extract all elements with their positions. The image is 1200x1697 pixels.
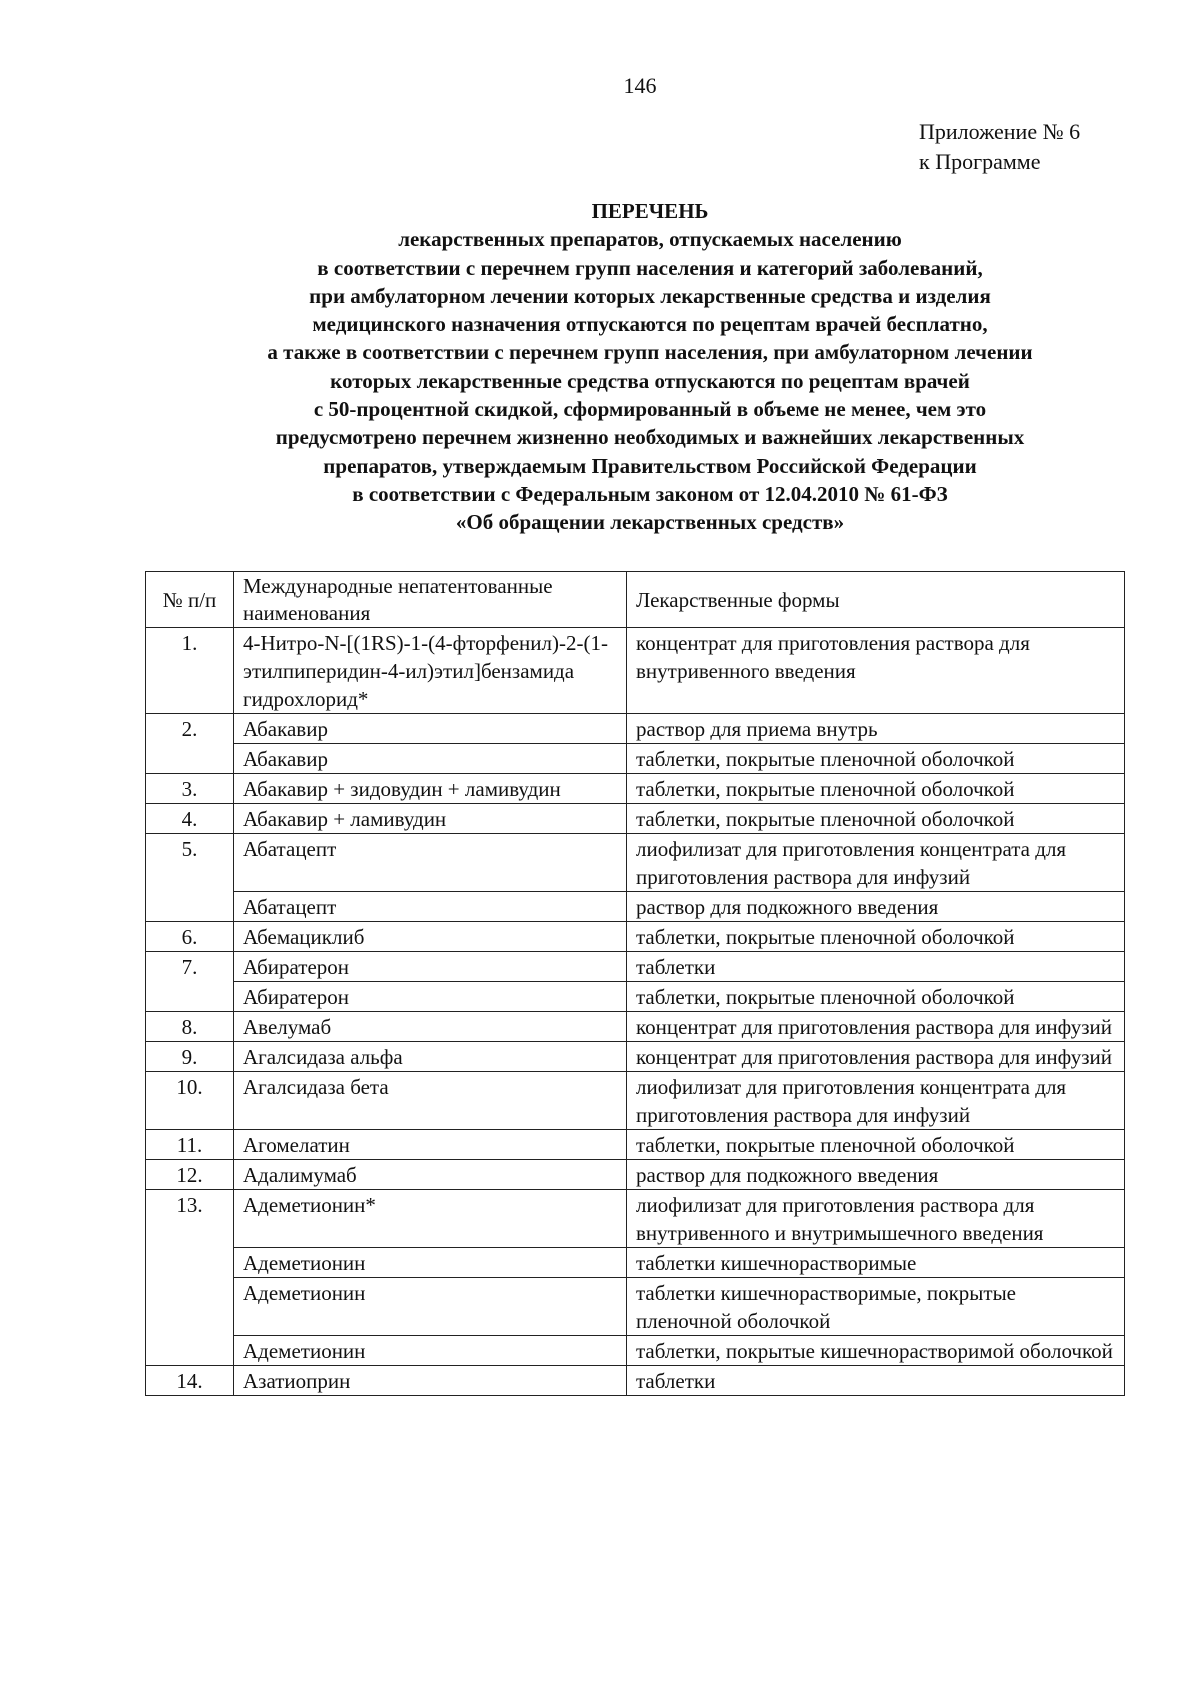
dosage-form: раствор для подкожного введения [627, 892, 1125, 922]
drug-name: Абакавир [234, 714, 627, 744]
dosage-form: лиофилизат для приготовления концентрата для приготовления раствора для инфузий [627, 1072, 1125, 1130]
drug-name: 4-Нитро-N-[(1RS)-1-(4-фторфенил)-2-(1-этилпиперидин-4-ил)этил]бензамида гидрохлорид* [234, 628, 627, 714]
drug-name: Абакавир + зидовудин + ламивудин [234, 774, 627, 804]
table-header-row [146, 572, 1125, 628]
drug-name: Адеметионин [234, 1336, 627, 1366]
drug-name: Абатацепт [234, 834, 627, 892]
dosage-form: таблетки, покрытые пленочной оболочкой [627, 774, 1125, 804]
dosage-form: таблетки, покрытые пленочной оболочкой [627, 922, 1125, 952]
drug-list-table [145, 571, 1125, 1396]
page-number: 146 [623, 73, 657, 98]
header-number: № п/п [146, 572, 234, 628]
drug-name: Агалсидаза альфа [234, 1042, 627, 1072]
table-row [146, 744, 1125, 774]
title-line: которых лекарственные средства отпускаются по рецептам врачей [330, 368, 970, 393]
dosage-form: таблетки [627, 1366, 1125, 1396]
dosage-form: таблетки, покрытые пленочной оболочкой [627, 804, 1125, 834]
table-row [146, 982, 1125, 1012]
annex-line: к Программе [919, 149, 1041, 174]
drug-name: Агалсидаза бета [234, 1072, 627, 1130]
table-body [146, 628, 1125, 1396]
table-row [146, 804, 1125, 834]
title-line: лекарственных препаратов, отпускаемых населению [398, 227, 902, 252]
drug-name: Абакавир + ламивудин [234, 804, 627, 834]
dosage-form: таблетки, покрытые пленочной оболочкой [627, 1130, 1125, 1160]
drug-name: Абиратерон [234, 982, 627, 1012]
title-line: медицинского назначения отпускаются по рецептам врачей бесплатно, [312, 312, 988, 337]
title-line: препаратов, утверждаемым Правительством Российской Федерации [323, 453, 977, 478]
row-number: 3. [146, 774, 234, 804]
title-line: в соответствии с перечнем групп населения и категорий заболеваний, [317, 255, 983, 280]
row-number: 9. [146, 1042, 234, 1072]
row-number: 6. [146, 922, 234, 952]
drug-name: Абемациклиб [234, 922, 627, 952]
row-number: 8. [146, 1012, 234, 1042]
row-number: 12. [146, 1160, 234, 1190]
dosage-form: лиофилизат для приготовления концентрата для приготовления раствора для инфузий [627, 834, 1125, 892]
drug-name: Абатацепт [234, 892, 627, 922]
annex-reference [919, 117, 1080, 177]
dosage-form: таблетки, покрытые пленочной оболочкой [627, 744, 1125, 774]
table-row [146, 922, 1125, 952]
table-row [146, 1160, 1125, 1190]
dosage-form: таблетки кишечнорастворимые, покрытые пленочной оболочкой [627, 1278, 1125, 1336]
dosage-form: таблетки, покрытые кишечнорастворимой оболочкой [627, 1336, 1125, 1366]
title-line: при амбулаторном лечении которых лекарственные средства и изделия [309, 283, 991, 308]
table-row [146, 834, 1125, 892]
dosage-form: концентрат для приготовления раствора для инфузий [627, 1012, 1125, 1042]
dosage-form: таблетки кишечнорастворимые [627, 1248, 1125, 1278]
title-line: предусмотрено перечнем жизненно необходимых и важнейших лекарственных [275, 425, 1025, 450]
title-line: а также в соответствии с перечнем групп населения, при амбулаторном лечении [267, 340, 1033, 365]
row-number: 1. [146, 628, 234, 714]
dosage-form: раствор для подкожного введения [627, 1160, 1125, 1190]
table-row [146, 892, 1125, 922]
row-number: 5. [146, 834, 234, 922]
row-number: 10. [146, 1072, 234, 1130]
title-heading: ПЕРЕЧЕНЬ [591, 199, 709, 223]
title-line: «Об обращении лекарственных средств» [455, 510, 845, 535]
row-number: 4. [146, 804, 234, 834]
drug-name: Адеметионин* [234, 1190, 627, 1248]
title-line: с 50-процентной скидкой, сформированный в объеме не менее, чем это [313, 397, 987, 422]
table-row [146, 774, 1125, 804]
header-inn: Международные непатентованные наименования [234, 572, 627, 628]
document-title [150, 197, 1150, 537]
table-row [146, 714, 1125, 744]
header-dosage-form: Лекарственные формы [627, 572, 1125, 628]
drug-name: Абакавир [234, 744, 627, 774]
dosage-form: лиофилизат для приготовления раствора для внутривенного и внутримышечного введения [627, 1190, 1125, 1248]
row-number: 11. [146, 1130, 234, 1160]
table-row [146, 952, 1125, 982]
table-row [146, 1012, 1125, 1042]
drug-name: Адеметионин [234, 1248, 627, 1278]
table-row [146, 1336, 1125, 1366]
dosage-form: концентрат для приготовления раствора для инфузий [627, 1042, 1125, 1072]
drug-name: Агомелатин [234, 1130, 627, 1160]
dosage-form: концентрат для приготовления раствора для внутривенного введения [627, 628, 1125, 714]
dosage-form: раствор для приема внутрь [627, 714, 1125, 744]
table-row [146, 1042, 1125, 1072]
table-row [146, 1190, 1125, 1248]
table-row [146, 628, 1125, 714]
drug-name: Адалимумаб [234, 1160, 627, 1190]
table-row [146, 1366, 1125, 1396]
drug-name: Азатиоприн [234, 1366, 627, 1396]
title-line: в соответствии с Федеральным законом от 12.04.2010 № 61-ФЗ [352, 481, 948, 506]
table-row [146, 1130, 1125, 1160]
row-number: 14. [146, 1366, 234, 1396]
drug-name: Адеметионин [234, 1278, 627, 1336]
row-number: 13. [146, 1190, 234, 1366]
table-row [146, 1248, 1125, 1278]
drug-name: Абиратерон [234, 952, 627, 982]
dosage-form: таблетки [627, 952, 1125, 982]
dosage-form: таблетки, покрытые пленочной оболочкой [627, 982, 1125, 1012]
drug-name: Авелумаб [234, 1012, 627, 1042]
row-number: 7. [146, 952, 234, 1012]
annex-line: Приложение № 6 [919, 119, 1081, 144]
table-row [146, 1278, 1125, 1336]
table-row [146, 1072, 1125, 1130]
row-number: 2. [146, 714, 234, 774]
